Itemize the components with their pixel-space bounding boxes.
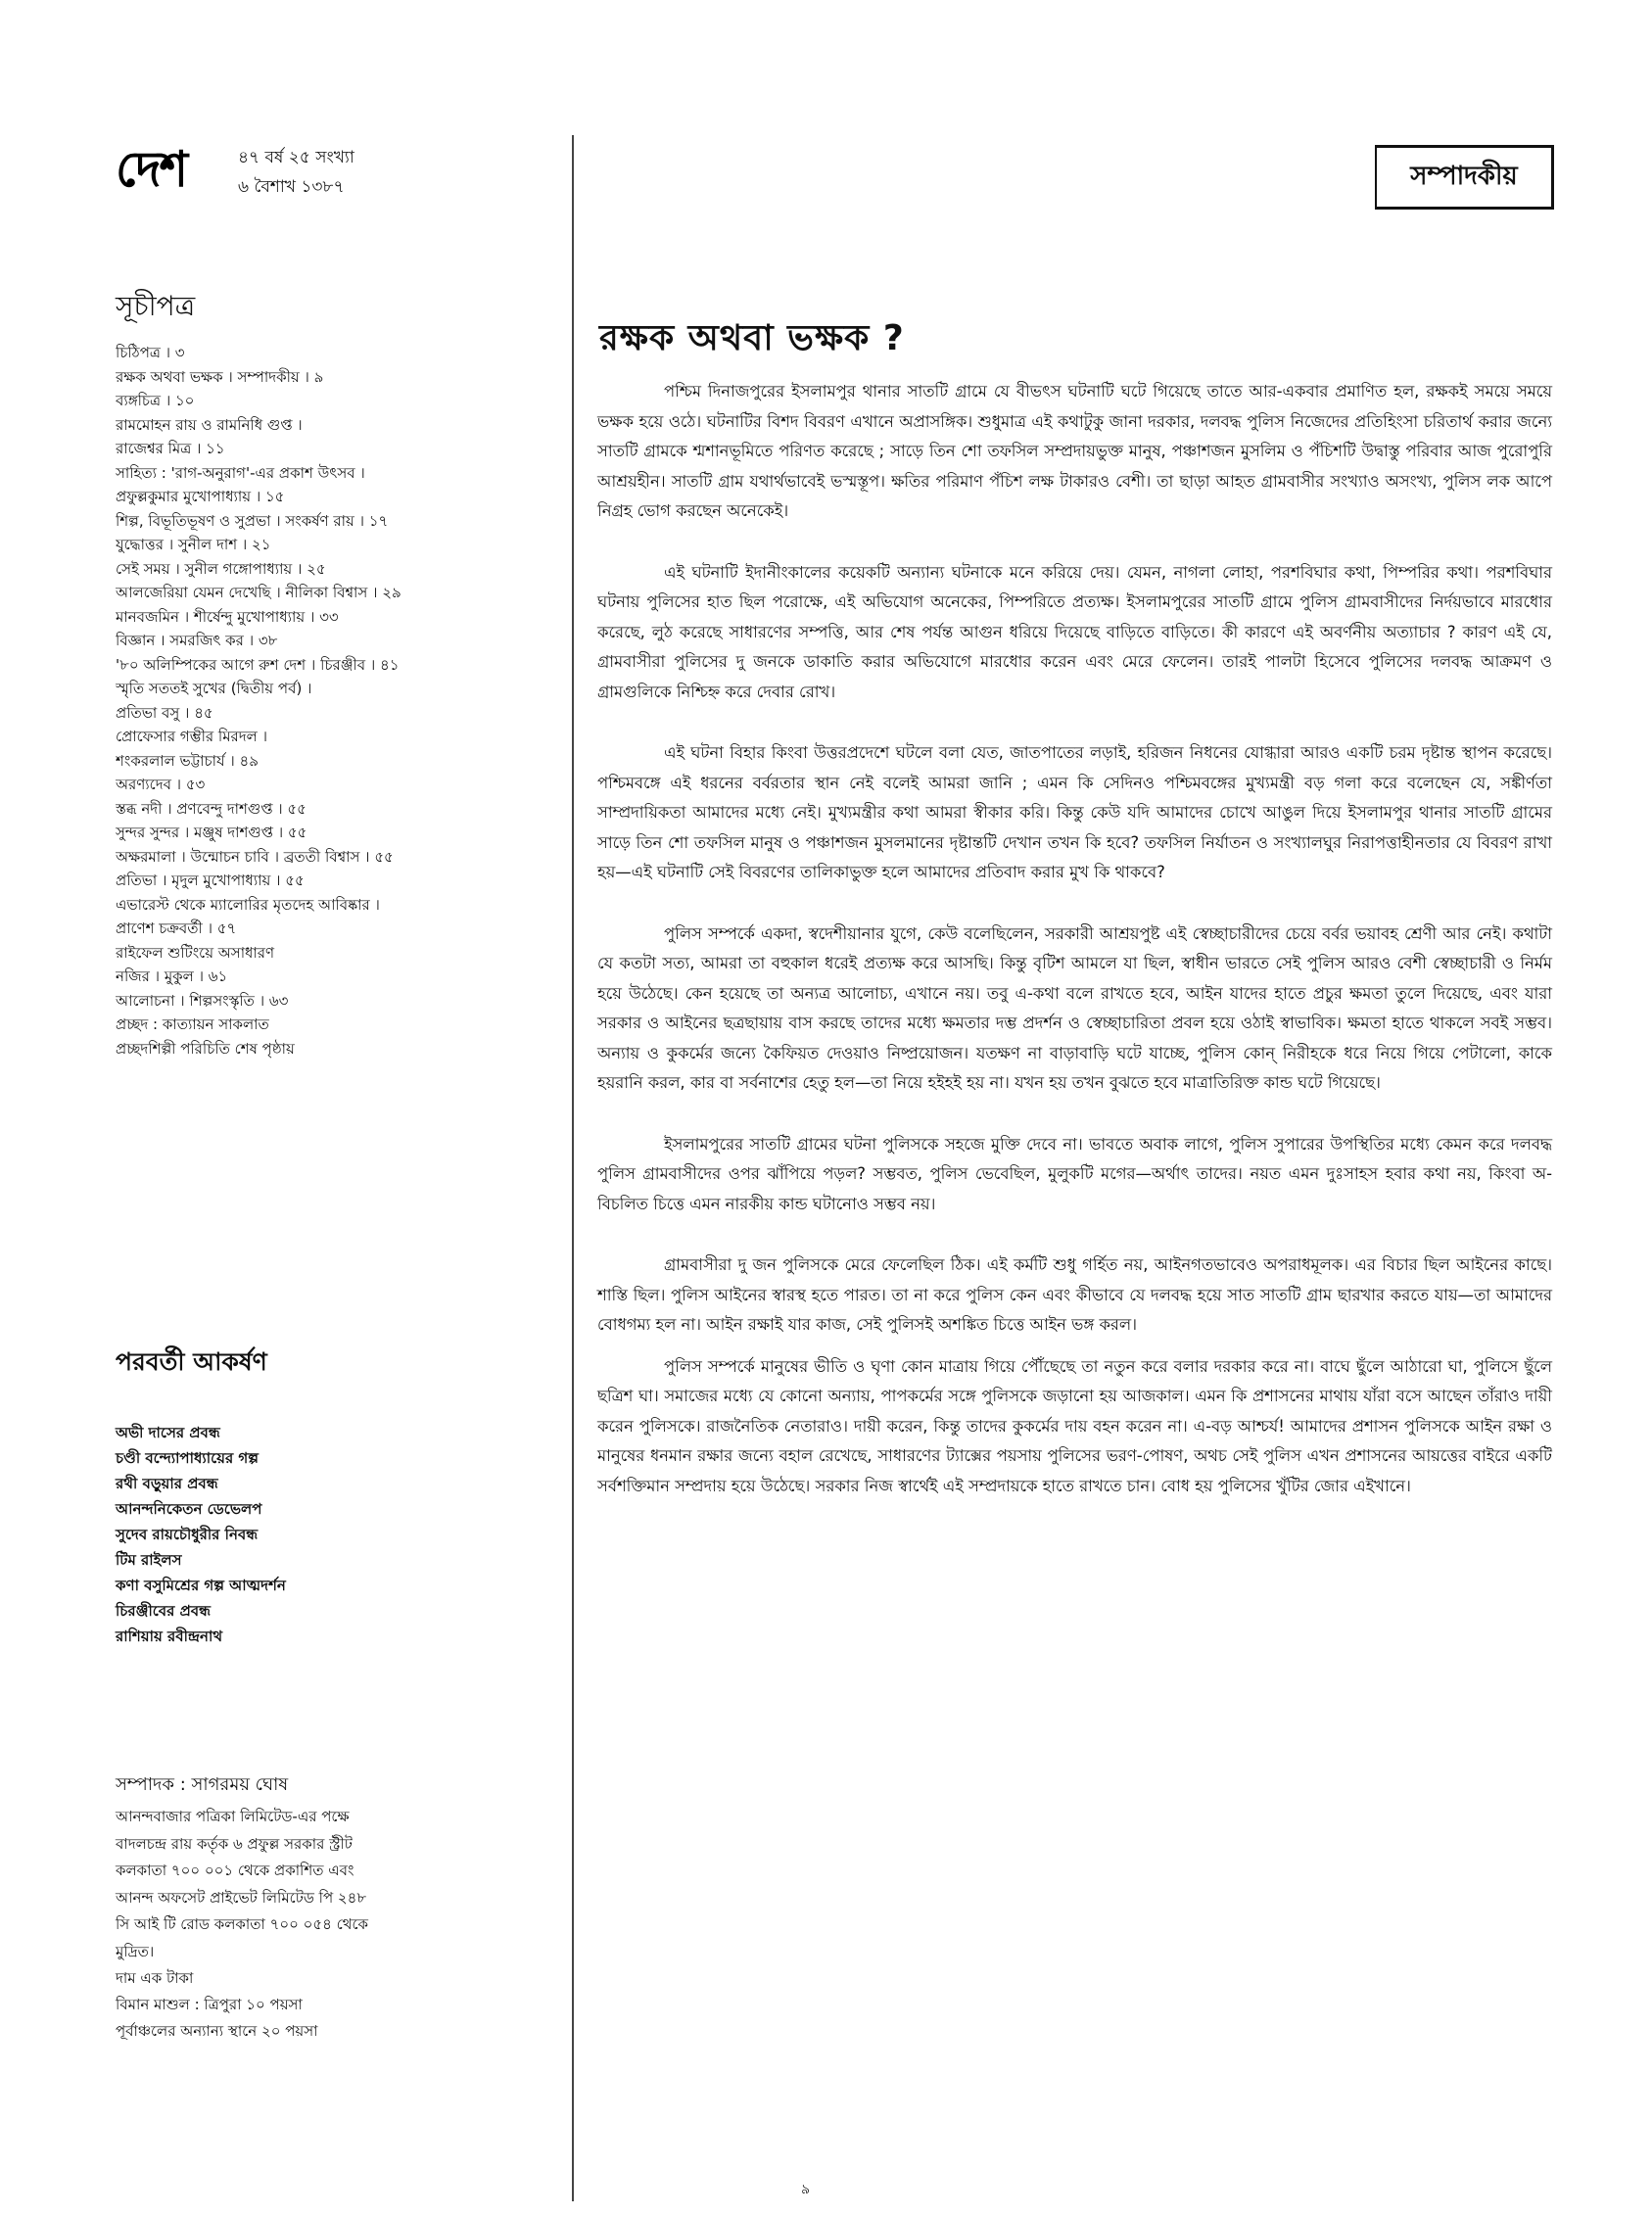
toc-entry: প্রফুল্লকুমার মুখোপাধ্যায় । ১৫	[116, 488, 285, 505]
coming-attractions-title: পরবর্তী আকর্ষণ	[116, 1347, 267, 1376]
eastern-region-charge: পূর্বাঞ্চলের অন্যান্য স্থানে ২০ পয়সা	[116, 2022, 318, 2040]
toc-entry: অরণ্যদেব । ৫৩	[116, 776, 206, 793]
editorial-paragraph: ইসলামপুরের সাতটি গ্রামের ঘটনা পুলিসকে সহজে মুক্তি দেবে না। ভাবতে অবাক লাগে, পুলিস সুপারের উপস্থিতির মধ্যে কেমন করে দলবদ্ধ পুলিস গ্রামবাসীদের ওপর ঝাঁপিয়ে পড়ল? সম্ভবত, পুলিস ভেবেছিল, মুলুকটি মগের—অর্থাৎ তাদের। নয়ত এমন দুঃসাহস হবার কথা নয়, কিংবা অ-বিচলিত চিত্তে এমন নারকীয় কান্ড ঘটানোও সম্ভব নয়।	[597, 1134, 1552, 1213]
editorial-body	[597, 377, 1552, 1513]
toc-entry: স্মৃতি সততই সুখের (দ্বিতীয় পর্ব) ।	[116, 680, 312, 697]
toc-entry: প্রাণেশ চক্রবর্তী । ৫৭	[116, 919, 237, 937]
coming-attractions-list	[116, 1420, 286, 1649]
editorial-headline: রক্ষক অথবা ভক্ষক ?	[599, 318, 905, 358]
editorial-paragraph: পুলিস সম্পর্কে মানুষের ভীতি ও ঘৃণা কোন মাত্রায় গিয়ে পৌঁছেছে তা নতুন করে বলার দরকার করে না। বাঘে ছুঁলে আঠারো ঘা, পুলিসে ছুঁলে ছত্রিশ ঘা। সমাজের মধ্যে যে কোনো অন্যায়, পাপকর্মের সঙ্গে পুলিসকে জড়ানো হয় আজকাল। এমন কি প্রশাসনের মাথায় যাঁরা বসে আছেন তাঁরাও দায়ী করেন পুলিসকে। রাজনৈতিক নেতারাও। দায়ী করেন, কিন্তু তাদের কুকর্মের দায় বহন করেন না। এ-বড় আশ্চর্য! আমাদের প্রশাসন পুলিসকে আইন রক্ষা ও মানুষের ধনমান রক্ষার জন্যে বহাল রেখেছে, সাধারণের ট্যাক্সের পয়সায় পুলিসের ভরণ-পোষণ, অথচ সেই পুলিস এখন প্রশাসনের আয়ত্তের বাইরে একটি সর্বশক্তিমান সম্প্রদায় হয়ে উঠেছে। সরকার নিজ স্বার্থেই এই সম্প্রদায়কে হাতে রাখতে চান। বোধ হয় পুলিসের খুঁটির জোর এইখানে।	[597, 1356, 1552, 1495]
price: দাম এক টাকা	[116, 1969, 194, 1987]
column-divider	[572, 135, 574, 2201]
issue-date: ৬ বৈশাখ ১৩৮৭	[238, 177, 345, 197]
section-label: সম্পাদকীয়	[1375, 145, 1554, 210]
coming-item: চণ্ডী বন্দ্যোপাধ্যায়ের গল্প	[116, 1449, 259, 1467]
page-number: ৯	[801, 2182, 811, 2197]
imprint	[116, 1770, 546, 2045]
toc-entry: ব্যঙ্গচিত্র । ১০	[116, 392, 195, 409]
coming-item: কণা বসুমিশ্রের গল্প আত্মদর্শন	[116, 1577, 286, 1594]
coming-item: অভী দাসের প্রবন্ধ	[116, 1424, 220, 1441]
editorial-paragraph: এই ঘটনা বিহার কিংবা উত্তরপ্রদেশে ঘটলে বলা যেত, জাতপাতের লড়াই, হরিজন নিধনের যোগ্ধারা আরও একটি চরম দৃষ্টান্ত স্থাপন করেছে। পশ্চিমবঙ্গে এই ধরনের বর্বরতার স্থান নেই বলেই আমরা জানি ; এমন কি সেদিনও পশ্চিমবঙ্গের মুখ্যমন্ত্রী বড় গলা করে বলেছেন যে, সঙ্কীর্ণতা সাম্প্রদায়িকতা আমাদের মধ্যে নেই। মুখ্যমন্ত্রীর কথা আমরা স্বীকার করি। কিন্তু কেউ যদি আমাদের চোখে আঙুল দিয়ে ইসলামপুর থানার সাতটি গ্রামের সাড়ে তিন শো তফসিল মানুষ ও পঞ্চাশজন মুসলমানের দৃষ্টান্তটি দেখান তখন কি হবে? তফসিল নির্যাতন ও সংখ্যালঘুর নিরাপত্তাহীনতার যে বিবরণ রাখা হয়—এই ঘটনাটি সেই বিবরণের তালিকাভুক্ত হলে আমাদের প্রতিবাদ করার মুখ কি থাকবে?	[597, 743, 1552, 881]
airmail-charge: বিমান মাশুল : ত্রিপুরা ১০ পয়সা	[116, 1996, 303, 2013]
publisher-line: আনন্দবাজার পত্রিকা লিমিটেড-এর পক্ষে	[116, 1808, 350, 1825]
publisher-line: সি আই টি রোড কলকাতা ৭০০ ০৫৪ থেকে	[116, 1915, 368, 1933]
toc-title: সূচীপত্র	[116, 290, 196, 322]
editorial-paragraph: গ্রামবাসীরা দু জন পুলিসকে মেরে ফেলেছিল ঠিক। এই কর্মটি শুধু গর্হিত নয়, আইনগতভাবেও অপরাধমূলক। এর বিচার ছিল আইনের কাছে। শাস্তি ছিল। পুলিস আইনের স্বারস্থ হতে পারত। তা না করে পুলিস কেন এবং কীভাবে যে দলবদ্ধ হয়ে সাত সাতটি গ্রাম ছারখার করতে যায়—তা আমাদের বোধগম্য হল না। আইন রক্ষাই যার কাজ, সেই পুলিসই অশঙ্কিত চিত্তে আইন ভঙ্গ করল।	[597, 1255, 1552, 1334]
left-column	[116, 135, 561, 2040]
publisher-line: কলকাতা ৭০০ ০০১ থেকে প্রকাশিত এবং	[116, 1862, 354, 1879]
toc-entry: প্রতিভা । মৃদুল মুখোপাধ্যায় । ৫৫	[116, 872, 305, 889]
editorial-paragraph: এই ঘটনাটি ইদানীংকালের কয়েকটি অন্যান্য ঘটনাকে মনে করিয়ে দেয়। যেমন, নাগলা লোহা, পরশবিঘার কথা, পিম্পরির কথা। পরশবিঘার ঘটনায় পুলিসের হাত ছিল পরোক্ষে, এই অভিযোগ অনেকের, পিম্পরিতে প্রত্যক্ষ। ইসলামপুরের সাতটি গ্রামে পুলিস গ্রামবাসীদের নির্দয়ভাবে মারধোর করেছে, লুঠ করেছে সাধারণের সম্পত্তি, আর শেষ পর্যন্ত আগুন ধরিয়ে দিয়েছে বাড়িতে বাড়িতে। কী কারণে এই অবর্ণনীয় অত্যাচার ? কারণ এই যে, গ্রামবাসীরা পুলিসের দু জনকে ডাকাতি করার অভিযোগে মারধোর করেন এবং মেরে ফেলেন। তারই পালটা হিসেবে পুলিসের দলবদ্ধ আক্রমণ ও গ্রামগুলিকে নিশ্চিহ্ন করে দেবার রোখ।	[597, 562, 1552, 701]
toc-entry: শিল্প, বিভূতিভূষণ ও সুপ্রভা । সংকর্ষণ রায় । ১৭	[116, 511, 389, 530]
toc-entry: রামমোহন রায় ও রামনিধি গুপ্ত ।	[116, 415, 303, 434]
toc-entry: আলোচনা । শিল্পসংস্কৃতি । ৬৩	[116, 991, 289, 1010]
toc-entry: চিঠিপত্র । ৩	[116, 344, 185, 361]
toc-entry: প্রচ্ছদশিল্পী পরিচিতি শেষ পৃষ্ঠায়	[116, 1039, 295, 1058]
toc-entry: এভারেস্ট থেকে ম্যালোরির মৃতদেহ আবিষ্কার ।	[116, 895, 380, 914]
toc-entry: মানবজমিন । শীর্ষেন্দু মুখোপাধ্যায় । ৩৩	[116, 607, 339, 626]
publisher-line: বাদলচন্দ্র রায় কর্তৃক ৬ প্রফুল্ল সরকার স্ট্রীট	[116, 1834, 353, 1853]
issue-info	[238, 143, 354, 202]
toc-entry: রাইফেল শুটিংয়ে অসাধারণ	[116, 943, 275, 962]
toc-entry: নজির । মুকুল । ৬১	[116, 967, 228, 985]
toc-entry: প্রচ্ছদ : কাত্যায়ন সাকলাত	[116, 1015, 269, 1033]
toc-entry: স্তব্ধ নদী । প্রণবেন্দু দাশগুপ্ত । ৫৫	[116, 799, 307, 818]
toc-entry: সেই সময় । সুনীল গঙ্গোপাধ্যায় । ২৫	[116, 559, 326, 578]
coming-item: আনন্দনিকেতন ডেভেলপ	[116, 1500, 262, 1518]
toc-entry: শংকরলাল ভট্টাচার্য । ৪৯	[116, 751, 259, 770]
masthead	[116, 135, 561, 213]
publisher-info	[116, 1804, 546, 1965]
toc-entry: আলজেরিয়া যেমন দেখেছি । নীলিকা বিশ্বাস । ২৯	[116, 584, 401, 601]
publisher-line: আনন্দ অফসেট প্রাইভেট লিমিটেড পি ২৪৮	[116, 1888, 367, 1907]
coming-item: রথী বড়ুয়ার প্রবন্ধ	[116, 1475, 218, 1492]
magazine-logo: দেশ	[116, 140, 187, 198]
editor-credit: সম্পাদক : সাগরময় ঘোষ	[116, 1774, 289, 1795]
toc-entry: '৮০ অলিম্পিকের আগে রুশ দেশ । চিরঞ্জীব । ৪১	[116, 655, 400, 674]
toc-entry: সুন্দর সুন্দর । মঞ্জুষ দাশগুপ্ত । ৫৫	[116, 824, 307, 841]
table-of-contents	[116, 341, 566, 1061]
editorial-paragraph: পশ্চিম দিনাজপুরের ইসলামপুর থানার সাতটি গ্রামে যে বীভৎস ঘটনাটি ঘটে গিয়েছে তাতে আর-একবার প্রমাণিত হল, রক্ষকই সময়ে সময়ে ভক্ষক হয়ে ওঠে। ঘটনাটির বিশদ বিবরণ এখানে অপ্রাসঙ্গিক। শুধুমাত্র এই কথাটুকু জানা দরকার, দলবদ্ধ পুলিস নিজেদের প্রতিহিংসা চরিতার্থ করার জন্যে সাতটি গ্রামকে শ্মশানভূমিতে পরিণত করেছে ; সাড়ে তিন শো তফসিল সম্প্রদায়ভুক্ত মানুষ, পঞ্চাশজন মুসলিম ও পঁচিশটি উদ্বাস্তু পরিবার আজ পুরোপুরি আশ্রয়হীন। সাতটি গ্রাম যথার্থভাবেই ভস্মস্তূপ। ক্ষতির পরিমাণ পঁচিশ লক্ষ টাকারও বেশী। তা ছাড়া আহত গ্রামবাসীর সংখ্যাও অসংখ্য, পুলিস লক আপে নিগ্রহ ভোগ করছেন অনেকেই।	[597, 382, 1552, 520]
editorial-paragraph: পুলিস সম্পর্কে একদা, স্বদেশীয়ানার যুগে, কেউ বলেছিলেন, সরকারী আশ্রয়পুষ্ট এই স্বেচ্ছাচারীদের চেয়ে বর্বর ভয়াবহ শ্রেণী আর নেই। কথাটা যে কতটা সত্য, আমরা তা বহুকাল ধরেই প্রত্যক্ষ করে আসছি। কিন্তু বৃটিশ আমলে যা ছিল, স্বাধীন ভারতে সেই পুলিস আরও বেশী স্বেচ্ছাচারী ও নির্মম হয়ে উঠেছে। কেন হয়েছে তা অন্যত্র আলোচ্য, এখানে নয়। তবু এ-কথা বলে রাখতে হবে, আইন যাদের হাতে প্রচুর ক্ষমতা তুলে দিয়েছে, এবং যারা সরকার ও আইনের ছত্রছায়ায় বাস করছে তাদের মধ্যে ক্ষমতার দম্ভ প্রদর্শন ও স্বেচ্ছাচারিতা প্রবল হয়ে ওঠাই স্বাভাবিক। ক্ষমতা হাতে থাকলে সবই সম্ভব। অন্যায় ও কুকর্মের জন্যে কৈফিয়ত দেওয়াও নিষ্প্রয়োজন। যতক্ষণ না বাড়াবাড়ি ঘটে যাচ্ছে, পুলিস কোন্ নিরীহকে ধরে নিয়ে গিয়ে পেটালো, কাকে হয়রানি করল, কার বা সর্বনাশের হেতু হল—তা নিয়ে হইহই হয় না। যখন হয় তখন বুঝতে হবে মাত্রাতিরিক্ত কান্ড ঘটে গিয়েছে।	[597, 923, 1552, 1092]
coming-item: টিম রাইলস	[116, 1551, 182, 1569]
toc-entry: রক্ষক অথবা ভক্ষক । সম্পাদকীয় । ৯	[116, 367, 324, 386]
toc-entry: রাজেশ্বর মিত্র । ১১	[116, 440, 225, 457]
coming-item: রাশিয়ায় রবীন্দ্রনাথ	[116, 1627, 223, 1645]
toc-entry: যুদ্ধোত্তর । সুনীল দাশ । ২১	[116, 536, 271, 553]
coming-item: সুদেব রায়চৌধুরীর নিবন্ধ	[116, 1526, 259, 1543]
coming-item: চিরঞ্জীবের প্রবন্ধ	[116, 1602, 212, 1620]
toc-entry: বিজ্ঞান । সমরজিৎ কর । ৩৮	[116, 632, 278, 649]
toc-entry: প্রতিভা বসু । ৪৫	[116, 703, 213, 722]
toc-entry: সাহিত্য : 'রাগ-অনুরাগ'-এর প্রকাশ উৎসব ।	[116, 463, 365, 482]
toc-entry: অক্ষরমালা । উন্মোচন চাবি । ব্রততী বিশ্বাস । ৫৫	[116, 847, 394, 866]
issue-volume: ৪৭ বর্ষ ২৫ সংখ্যা	[238, 148, 354, 167]
toc-entry: প্রোফেসার গম্ভীর মিরদল ।	[116, 728, 267, 745]
publisher-line: মুদ্রিত।	[116, 1942, 155, 1960]
